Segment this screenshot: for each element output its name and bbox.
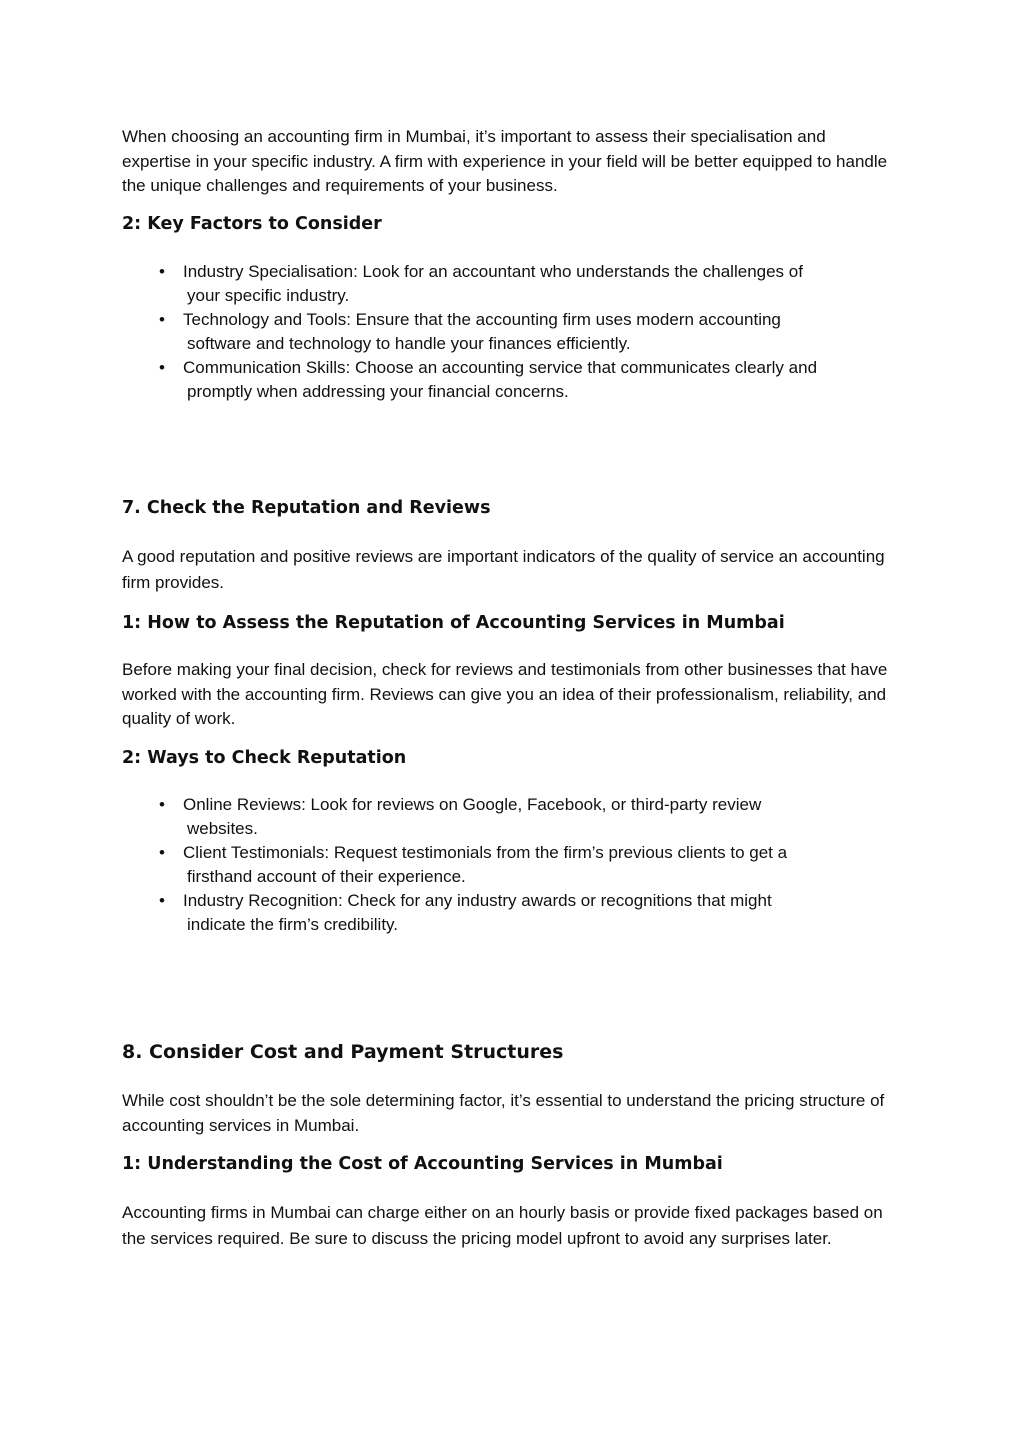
list-item <box>155 793 900 841</box>
list-item-line: promptly when addressing your financial concerns. <box>187 382 569 401</box>
bullet-icon: • <box>159 262 165 281</box>
section8-sub1-text: Accounting firms in Mumbai can charge either on an hourly basis or provide fixed packages based on the services required. Be sure to discuss the pricing model upfront to avoid any surprises later. <box>122 1203 883 1248</box>
list-item-line: Industry Specialisation: Look for an accountant who understands the challenges of <box>183 262 803 281</box>
bullet-icon: • <box>159 843 165 862</box>
list-item-line: your specific industry. <box>187 286 350 305</box>
section7-intro: A good reputation and positive reviews are important indicators of the quality of service an accounting firm provides. <box>122 547 885 592</box>
key-factors-heading: 2: Key Factors to Consider <box>122 214 382 234</box>
section8-heading: 8. Consider Cost and Payment Structures <box>122 1041 564 1063</box>
list-item <box>155 841 900 889</box>
list-item-line: indicate the firm’s credibility. <box>187 915 399 934</box>
list-item <box>155 308 900 356</box>
bullet-icon: • <box>159 310 165 329</box>
reputation-list <box>155 793 900 937</box>
section8-intro: While cost shouldn’t be the sole determining factor, it’s essential to understand the pricing structure of accounting services in Mumbai. <box>122 1091 885 1135</box>
section7-sub1-heading: 1: How to Assess the Reputation of Accounting Services in Mumbai <box>122 613 785 633</box>
list-item-line: software and technology to handle your finances efficiently. <box>187 334 631 353</box>
bullet-icon: • <box>159 795 165 814</box>
list-item <box>155 889 900 937</box>
key-factors-list <box>155 260 900 404</box>
list-item-line: Technology and Tools: Ensure that the accounting firm uses modern accounting <box>183 310 781 329</box>
intro-paragraph: When choosing an accounting firm in Mumbai, it’s important to assess their specialisation and expertise in your specific industry. A firm with experience in your field will be better equipped to handle the unique challenges and requirements of your business. <box>122 127 888 195</box>
list-item-line: Communication Skills: Choose an accounting service that communicates clearly and <box>183 358 818 377</box>
bullet-icon: • <box>159 358 165 377</box>
list-item-line: Industry Recognition: Check for any industry awards or recognitions that might <box>183 891 772 910</box>
list-item <box>155 260 900 308</box>
section7-sub1-text: Before making your final decision, check for reviews and testimonials from other businesses that have worked with the accounting firm. Reviews can give you an idea of their professionalism, reliability, and quality of work. <box>122 660 888 728</box>
list-item-line: Client Testimonials: Request testimonials from the firm’s previous clients to get a <box>183 843 788 862</box>
list-item-line: firsthand account of their experience. <box>187 867 466 886</box>
list-item-line: websites. <box>187 819 258 838</box>
section7-sub2-heading: 2: Ways to Check Reputation <box>122 748 407 768</box>
section8-sub1-heading: 1: Understanding the Cost of Accounting Services in Mumbai <box>122 1154 723 1174</box>
list-item-line: Online Reviews: Look for reviews on Google, Facebook, or third-party review <box>183 795 762 814</box>
bullet-icon: • <box>159 891 165 910</box>
list-item <box>155 356 900 404</box>
section7-heading: 7. Check the Reputation and Reviews <box>122 498 491 518</box>
